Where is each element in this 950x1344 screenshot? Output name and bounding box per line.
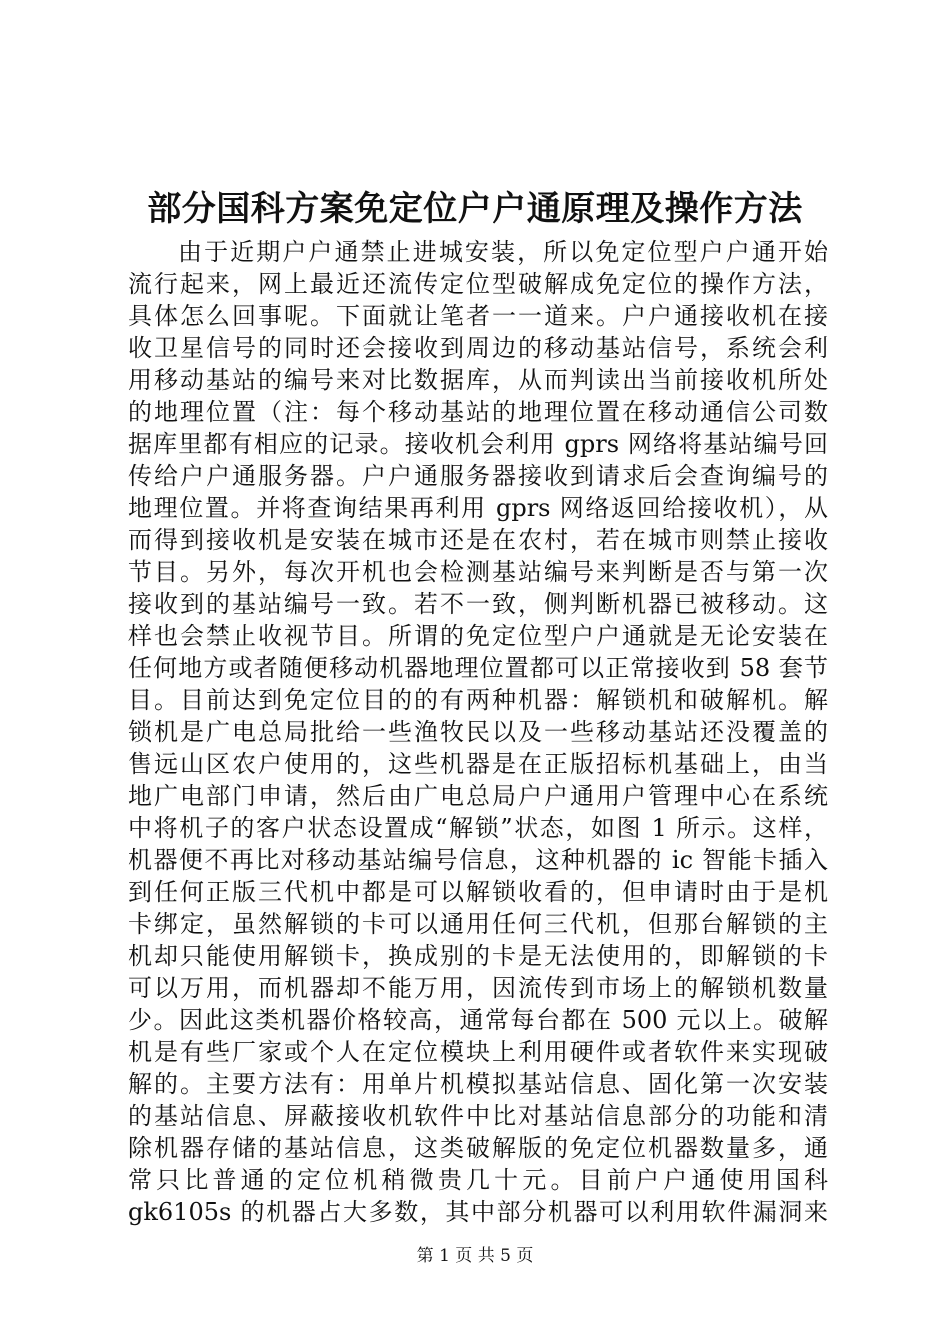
page-footer: 第 1 页 共 5 页	[416, 1246, 534, 1266]
body-line: 机器便不再比对移动基站编号信息，这种机器的 ic 智能卡插入	[128, 846, 828, 874]
body-line: 节目。另外，每次开机也会检测基站编号来判断是否与第一次	[128, 558, 828, 586]
body-line: 目。目前达到免定位目的的有两种机器：解锁机和破解机。解	[128, 686, 828, 714]
body-line: 样也会禁止收视节目。所谓的免定位型户户通就是无论安装在	[128, 622, 828, 650]
body-line: 具体怎么回事呢。下面就让笔者一一道来。户户通接收机在接	[128, 302, 828, 330]
body-line: 用移动基站的编号来对比数据库，从而判读出当前接收机所处	[128, 366, 828, 394]
body-line: 机是有些厂家或个人在定位模块上利用硬件或者软件来实现破	[128, 1038, 828, 1066]
body-line: 传给户户通服务器。户户通服务器接收到请求后会查询编号的	[128, 462, 828, 490]
body-line: 地理位置。并将查询结果再利用 gprs 网络返回给接收机），从	[128, 494, 828, 522]
body-line: 除机器存储的基站信息，这类破解版的免定位机器数量多，通	[128, 1134, 828, 1162]
document-title: 部分国科方案免定位户户通原理及操作方法	[147, 189, 803, 229]
body-line: 常只比普通的定位机稍微贵几十元。目前户户通使用国科	[128, 1166, 828, 1194]
body-line: gk6105s 的机器占大多数，其中部分机器可以利用软件漏洞来	[128, 1198, 828, 1226]
body-line: 到任何正版三代机中都是可以解锁收看的，但申请时由于是机	[128, 878, 828, 906]
body-line: 的地理位置（注：每个移动基站的地理位置在移动通信公司数	[128, 398, 828, 426]
body-line: 售远山区农户使用的，这些机器是在正版招标机基础上，由当	[128, 750, 828, 778]
body-line: 的基站信息、屏蔽接收机软件中比对基站信息部分的功能和清	[128, 1102, 828, 1130]
body-line: 任何地方或者随便移动机器地理位置都可以正常接收到 58 套节	[128, 654, 828, 682]
body-line: 少。因此这类机器价格较高，通常每台都在 500 元以上。破解	[128, 1006, 828, 1034]
body-line: 由于近期户户通禁止进城安装，所以免定位型户户通开始	[178, 238, 828, 266]
body-line: 可以万用，而机器却不能万用，因流传到市场上的解锁机数量	[128, 974, 828, 1002]
body-line: 而得到接收机是安装在城市还是在农村，若在城市则禁止接收	[128, 526, 828, 554]
body-line: 据库里都有相应的记录。接收机会利用 gprs 网络将基站编号回	[128, 430, 828, 458]
body-line: 地广电部门申请，然后由广电总局户户通用户管理中心在系统	[128, 782, 828, 810]
body-line: 解的。主要方法有：用单片机模拟基站信息、固化第一次安装	[128, 1070, 828, 1098]
body-line: 收卫星信号的同时还会接收到周边的移动基站信号，系统会利	[128, 334, 828, 362]
body-line: 卡绑定，虽然解锁的卡可以通用任何三代机，但那台解锁的主	[128, 910, 828, 938]
body-line: 机却只能使用解锁卡，换成别的卡是无法使用的，即解锁的卡	[128, 942, 828, 970]
body-line: 中将机子的客户状态设置成“解锁”状态，如图 1 所示。这样，	[128, 814, 828, 842]
body-line: 流行起来，网上最近还流传定位型破解成免定位的操作方法，	[128, 270, 828, 298]
body-line: 锁机是广电总局批给一些渔牧民以及一些移动基站还没覆盖的	[128, 718, 828, 746]
body-line: 接收到的基站编号一致。若不一致，侧判断机器已被移动。这	[128, 590, 828, 618]
document-body	[128, 236, 828, 1228]
